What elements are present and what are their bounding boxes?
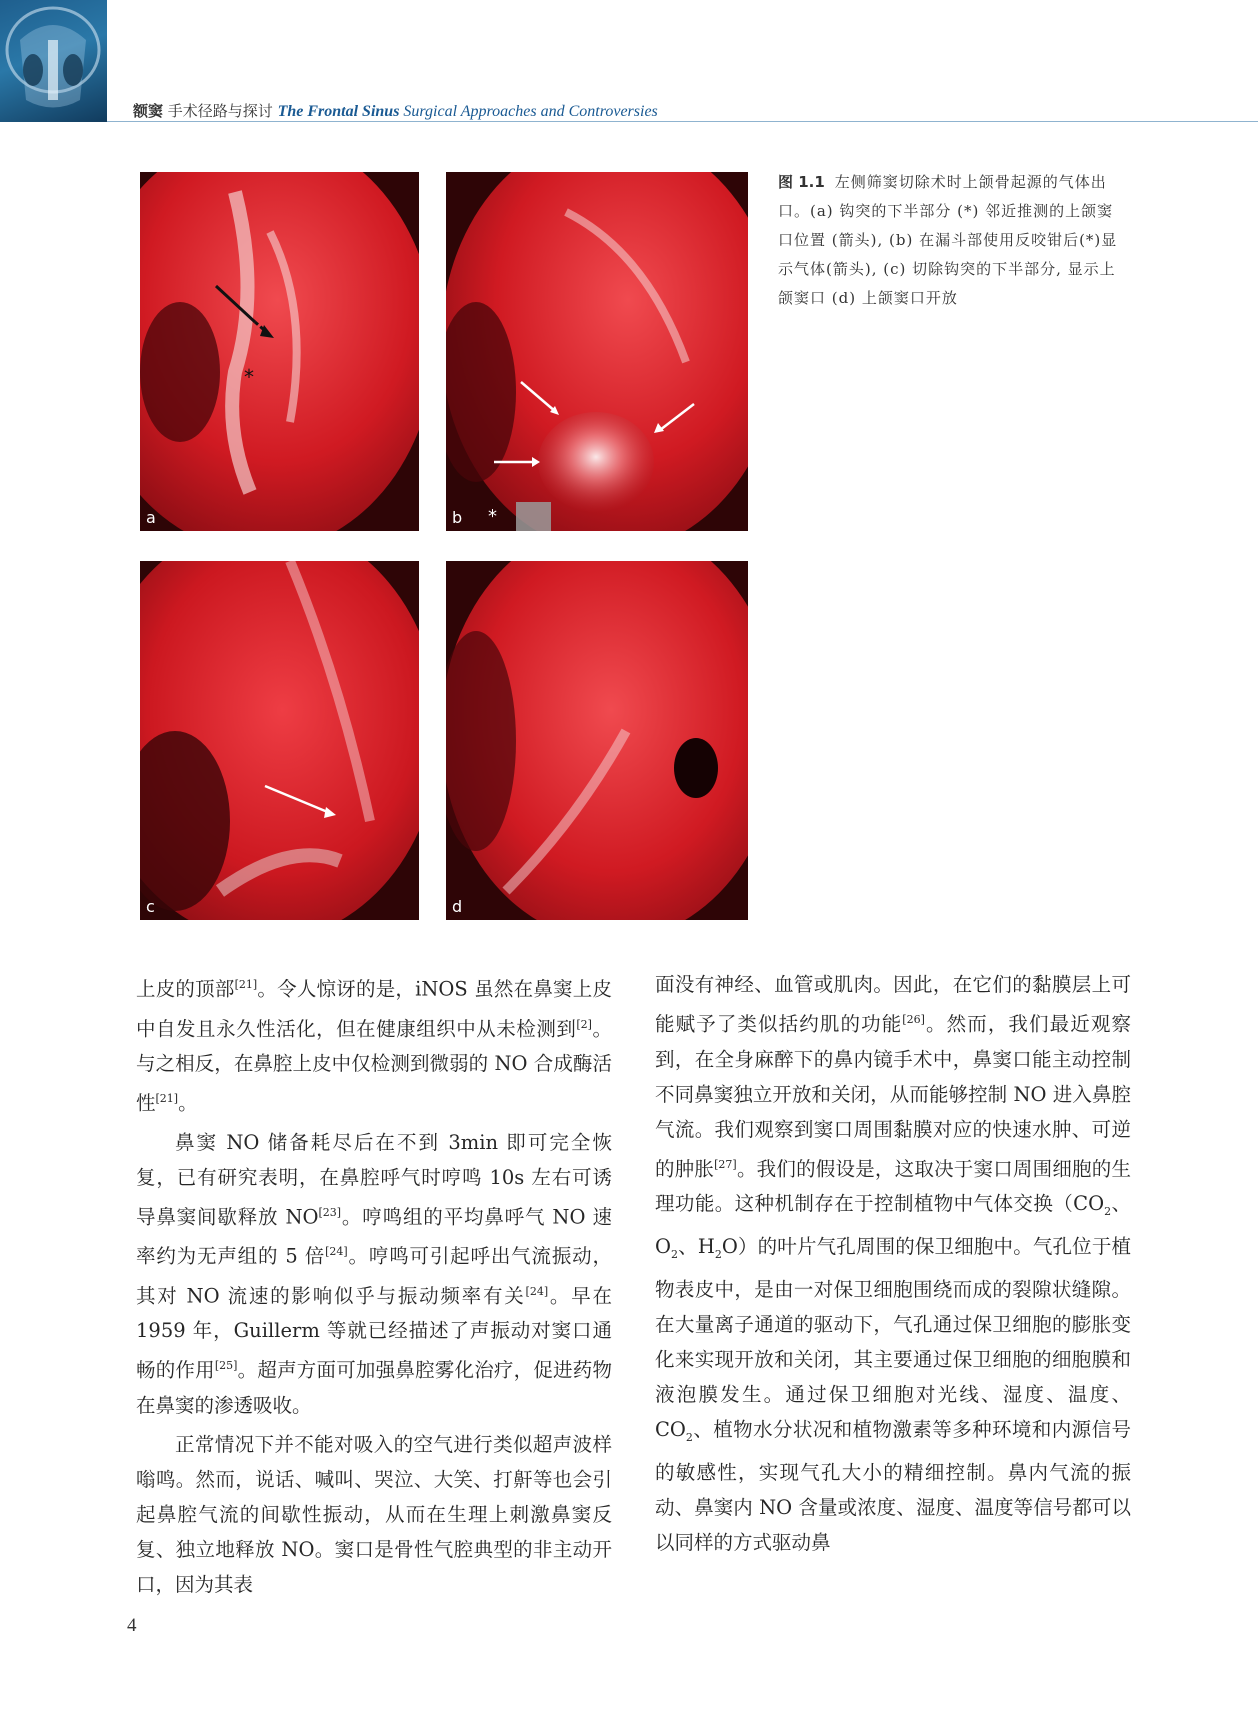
citation: [21] bbox=[155, 1092, 179, 1105]
citation: [26] bbox=[902, 1013, 925, 1026]
text-run: 。我们的假设是，这取决于窦口周围细胞的生理功能。这种机制存在于控制植物中气体交换（CO bbox=[655, 1157, 1131, 1215]
text-run: 。早在 1959 年，Guillerm 等就已经描述了声振动对窦口通畅的作用 bbox=[136, 1284, 612, 1382]
paragraph bbox=[655, 967, 1131, 1560]
paragraph bbox=[136, 1125, 612, 1423]
figure-caption bbox=[778, 168, 1124, 313]
header-title-zh-bold: 额窦 bbox=[133, 102, 164, 120]
figure-panel-d bbox=[446, 561, 748, 920]
endoscopic-image-c bbox=[140, 561, 419, 920]
citation: [25] bbox=[214, 1359, 238, 1372]
header-thumbnail-image bbox=[0, 0, 107, 122]
text-run: 。令人惊讶的是，iNOS 虽然在鼻窦上皮中自发且永久性活化，但在健康组织中从未检测到 bbox=[136, 977, 612, 1040]
text-run: 。超声方面可加强鼻腔雾化治疗，促进药物在鼻窦的渗透吸收。 bbox=[136, 1358, 612, 1417]
text-run: 上皮的顶部 bbox=[136, 977, 235, 1001]
panel-a-marker: * bbox=[244, 365, 254, 389]
citation: [2] bbox=[576, 1017, 592, 1031]
panel-b-marker: * bbox=[488, 506, 497, 527]
page-number: 4 bbox=[127, 1615, 137, 1636]
text-column-left bbox=[136, 967, 612, 1602]
endoscopic-image-b bbox=[446, 172, 748, 531]
panel-label-d: d bbox=[452, 897, 463, 916]
caption-text: 左侧筛窦切除术时上颌骨起源的气体出口。(a) 钩突的下半部分 (*) 邻近推测的上颌窦口位置 (箭头), (b) 在漏斗部使用反咬钳后(*)显示气体(箭头), (c) 切除钩突的下半部分, 显示上颌窦口 (d) 上颌窦口开放 bbox=[778, 173, 1118, 307]
panel-label-c: c bbox=[146, 897, 155, 916]
citation: [24] bbox=[525, 1284, 549, 1298]
figure-panel-a bbox=[140, 172, 419, 531]
text-run: 、H bbox=[678, 1234, 715, 1258]
text-run: 、O bbox=[655, 1192, 1131, 1258]
subscript: 2 bbox=[685, 1430, 693, 1444]
text-run: 。哼鸣组的平均鼻呼气 NO 速率约为无声组的 5 倍 bbox=[136, 1205, 612, 1268]
text-run: 、植物水分状况和植物激素等多种环境和内源信号的敏感性，实现气孔大小的精细控制。鼻内气流的振动、鼻窦内 NO 含量或浓度、湿度、温度等信号都可以以同样的方式驱动鼻 bbox=[655, 1417, 1131, 1554]
citation: [24] bbox=[325, 1245, 348, 1258]
panel-label-a: a bbox=[146, 508, 156, 527]
text-run: 。然而，我们最近观察到，在全身麻醉下的鼻内镜手术中，鼻窦口能主动控制不同鼻窦独立开放和关闭，从而能够控制 NO 进入鼻腔气流。我们观察到窦口周围黏膜对应的快速水肿、可逆的肿胀 bbox=[655, 1012, 1131, 1180]
citation: [27] bbox=[714, 1157, 737, 1171]
text-run: 。与之相反，在鼻腔上皮中仅检测到微弱的 NO 合成酶活性 bbox=[136, 1017, 612, 1115]
header-title-en-rest: Surgical Approaches and Controversies bbox=[403, 103, 658, 120]
text-run: 鼻窦 NO 储备耗尽后在不到 3min 即可完全恢复，已有研究表明，在鼻腔呼气时哼鸣 10s 左右可诱导鼻窦间歇释放 NO bbox=[136, 1130, 612, 1228]
header-title-en-bold: The Frontal Sinus bbox=[277, 103, 400, 120]
paragraph bbox=[136, 967, 612, 1121]
subscript: 2 bbox=[1104, 1204, 1112, 1218]
figure-panel-c bbox=[140, 561, 419, 920]
text-run: 。 bbox=[178, 1091, 198, 1115]
header-title-zh: 手术径路与探讨 bbox=[167, 102, 273, 120]
text-run: O）的叶片气孔周围的保卫细胞中。气孔位于植物表皮中，是由一对保卫细胞围绕而成的裂隙状缝隙。在大量离子通道的驱动下，气孔通过保卫细胞的膨胀变化来实现开放和关闭，其主要通过保卫细胞的细胞膜和液泡膜发生。通过保卫细胞对光线、湿度、温度、CO bbox=[655, 1234, 1131, 1441]
header-rule bbox=[107, 121, 1258, 122]
subscript: 2 bbox=[671, 1247, 678, 1261]
citation: [21] bbox=[234, 978, 258, 991]
paragraph: 正常情况下并不能对吸入的空气进行类似超声波样嗡鸣。然而，说话、喊叫、哭泣、大笑、打鼾等也会引起鼻腔气流的间歇性振动，从而在生理上刺激鼻窦反复、独立地释放 NO。窦口是骨性气腔典型的非主动开口，因为其表 bbox=[136, 1432, 612, 1596]
figure-panel-b bbox=[446, 172, 748, 531]
endoscopic-image-a bbox=[140, 172, 419, 531]
text-run: 。哼鸣可引起呼出气流振动，其对 NO 流速的影响似乎与振动频率有关 bbox=[136, 1244, 612, 1307]
subscript: 2 bbox=[714, 1247, 722, 1261]
text-run: 面没有神经、血管或肌肉。因此，在它们的黏膜层上可能赋予了类似括约肌的功能 bbox=[655, 973, 1131, 1036]
citation: [23] bbox=[318, 1205, 342, 1219]
panel-label-b: b bbox=[452, 508, 463, 527]
caption-number: 图 1.1 bbox=[778, 173, 825, 191]
running-header bbox=[133, 100, 658, 121]
endoscopic-image-d bbox=[446, 561, 748, 920]
text-column-right bbox=[655, 967, 1131, 1560]
header-title-en bbox=[278, 103, 658, 120]
